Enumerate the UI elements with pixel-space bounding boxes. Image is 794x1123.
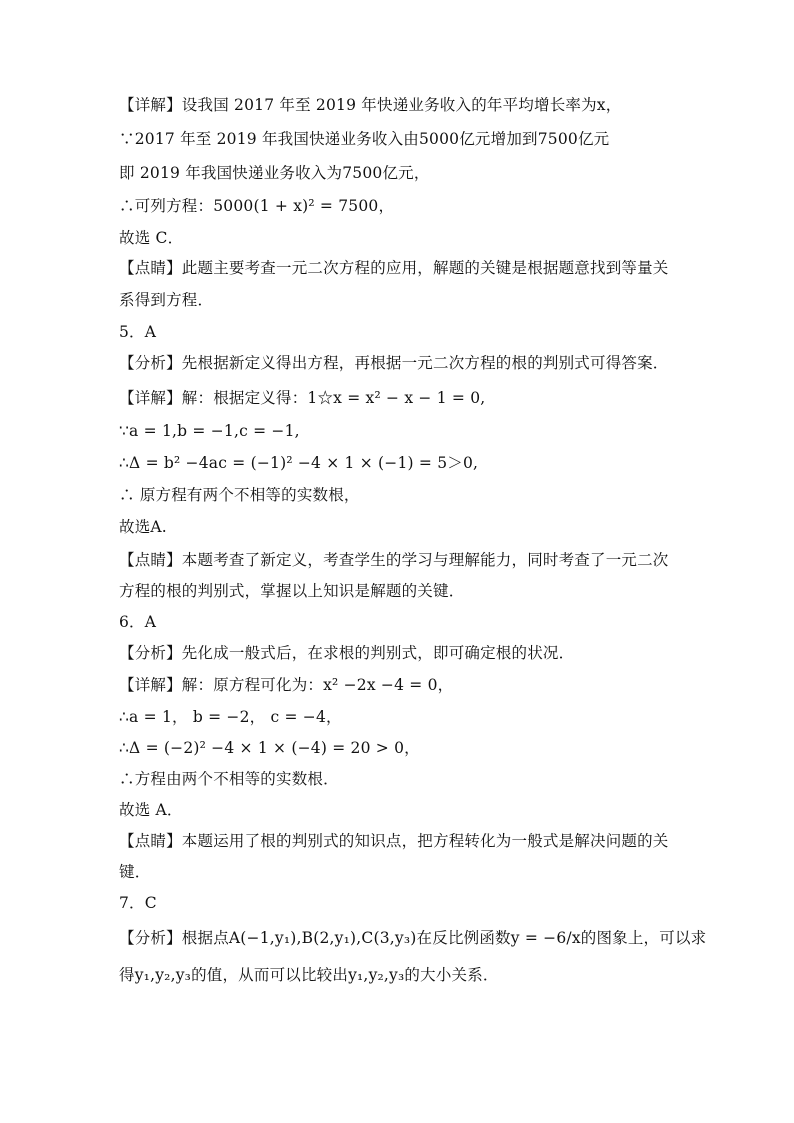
text-line: ∵a = 1,b = −1,c = −1,: [119, 422, 300, 440]
text-line: ∴Δ = b² −4ac = (−1)² −4 × 1 × (−1) = 5＞0,: [119, 454, 479, 472]
text-line: ∴ 原方程有两个不相等的实数根，: [119, 486, 360, 504]
text-line: 【点睛】本题考查了新定义，考查学生的学习与理解能力，同时考查了一元二次: [119, 551, 669, 569]
text-line: 故选 C．: [119, 229, 184, 247]
text-line: 故选 A．: [119, 801, 183, 819]
text-line: 【详解】解：原方程可化为：x² −2x −4 = 0，: [119, 676, 454, 694]
text-line: 键．: [119, 863, 151, 881]
text-line: 【详解】解：根据定义得：1☆x = x² − x − 1 = 0,: [119, 389, 486, 407]
text-line: 方程的根的判别式，掌握以上知识是解题的关键．: [119, 582, 465, 600]
text-line: ∴方程由两个不相等的实数根．: [119, 770, 339, 788]
question-number: 5．A: [119, 323, 157, 341]
text-line: 系得到方程．: [119, 291, 214, 309]
text-line: 【分析】先化成一般式后，在求根的判别式，即可确定根的状况．: [119, 644, 575, 662]
text-line: 即 2019 年我国快递业务收入为7500亿元，: [119, 164, 430, 182]
text-line: ∴a = 1， b = −2， c = −4，: [119, 708, 342, 726]
question-number: 6．A: [119, 613, 157, 631]
text-line: ∴Δ = (−2)² −4 × 1 × (−4) = 20 > 0，: [119, 739, 420, 757]
text-line: 【分析】先根据新定义得出方程，再根据一元二次方程的根的判别式可得答案．: [119, 354, 669, 372]
text-line: ∵2017 年至 2019 年我国快递业务收入由5000亿元增加到7500亿元: [119, 130, 610, 148]
text-line: 【点睛】此题主要考查一元二次方程的应用，解题的关键是根据题意找到等量关: [119, 259, 669, 277]
text-line: 【详解】设我国 2017 年至 2019 年快递业务收入的年平均增长率为x，: [119, 96, 622, 114]
text-line: 故选A.: [119, 518, 167, 536]
text-line: 【分析】根据点A(−1,y₁),B(2,y₁),C(3,y₃)在反比例函数y = −6/x的图象上，可以求: [119, 929, 707, 947]
text-line: 【点睛】本题运用了根的判别式的知识点，把方程转化为一般式是解决问题的关: [119, 832, 669, 850]
text-line: ∴可列方程：5000(1 + x)² = 7500，: [119, 197, 395, 215]
question-number: 7．C: [119, 894, 157, 912]
text-line: 得y₁,y₂,y₃的值，从而可以比较出y₁,y₂,y₃的大小关系．: [119, 966, 499, 984]
